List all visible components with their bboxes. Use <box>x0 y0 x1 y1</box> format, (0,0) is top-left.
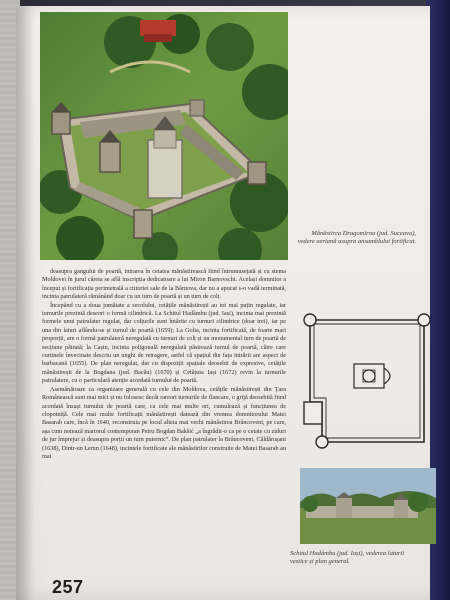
caption-hadambu: Schitul Hadâmbu (jud. Iași), vederea laturii vestice și plan general. <box>290 550 405 565</box>
hadambu-plan-drawing <box>300 310 436 460</box>
body-paragraph: Începând cu a doua jumătate a secolului, cetățile mănăstirești au tot mai puțin regulate, iar turnurile prezintă deseori o formă cilindrică. La Schitul Hadâmbu (jud. Iași), incinta mai prezintă formele unui patrulater regulat, dar colțurile sunt întărite cu turnuri cilindrice (doar trei), iar pe una din laturi aflându-se și turnul de poartă (1659); La Golia, incinta fortificată, de foarte mari proporții, are o formă patrulateră neregulată cu turnuri de colț și un monumental turn de poartă de secțiune pătrată; la Cașin, incinta poligonală neregulată păstrează turnul de poartă, către care curtinele învecinate descriu un unghi de retragere, astfel că spațiul din fața intrării are aspect de barbacană (1655). De plan neregulat, dar cu dispoziții spațiale deosebit de expresive, cetățile mănăstirești de la Bogdana (jud. Bacău) (1670) și Cetățuia Iași (1672) revin la turnurile patrulatere, cu o particulară atenție acordată turnului de poartă. <box>42 301 286 385</box>
page-number: 257 <box>52 577 84 597</box>
spine-shadow <box>16 6 34 600</box>
book-page <box>16 6 430 600</box>
dragomirna-aerial-photo <box>40 12 288 260</box>
plan-graphic <box>300 310 436 460</box>
body-text <box>42 268 286 461</box>
body-paragraph: Asemănătoare ca organizare generală cu cele din Moldova, cetățile mănăstirești din Țara Românească sunt mai mici și nu folosesc decât rareori turnurile de flancare, o grijă deosebită fiind acordată însuși turnului de poartă care, ca cele mai multe ori, cumulează și funcțiunea de clopotniță. Cele mai multe fortificații mănăstirești datează din vremea domnitorului Matei Basarab care, încă în 1640, reconstruia pe locul alteia mai vechi mănăstirea Brâncoveni, pe care, așa cum notează martorul contemporan Petru Bogdan Bakšić „a îngrădit-o ca pe o cetate cu ziduri de jur împrejur și deasupra porții un turn puternic”. De plan patrulater la Brâncoveni, Căldărușani (1638), Dintr-un Lemn (1648), incintele fortificate ale mănăstirilor construite de Matei Basarab au mai <box>42 385 286 460</box>
caption-dragomirna: Mănăstirea Dragomirna (jud. Suceava), vedere aeriană asupra ansamblului fortificat. <box>297 230 416 245</box>
hadambu-photo <box>300 468 436 544</box>
aerial-photo-graphic <box>40 12 288 260</box>
body-paragraph: deasupra gangului de poartă, intrarea în cetatea mănăstirească fiind întrumusețată și cu stema Moldovei în jurul căreia se află inscripția dedicatoare a lui Miron Barnovschi. Același domnitor a început și fortificația perimetrală a ctitoriei sale de la Bârnova, dar nu a apucat s-o vadă terminată, incinta patrulateră rămânând doar cu un turn de poartă și un turn de colț. <box>42 268 286 301</box>
hadambu-photo-graphic <box>300 468 436 544</box>
